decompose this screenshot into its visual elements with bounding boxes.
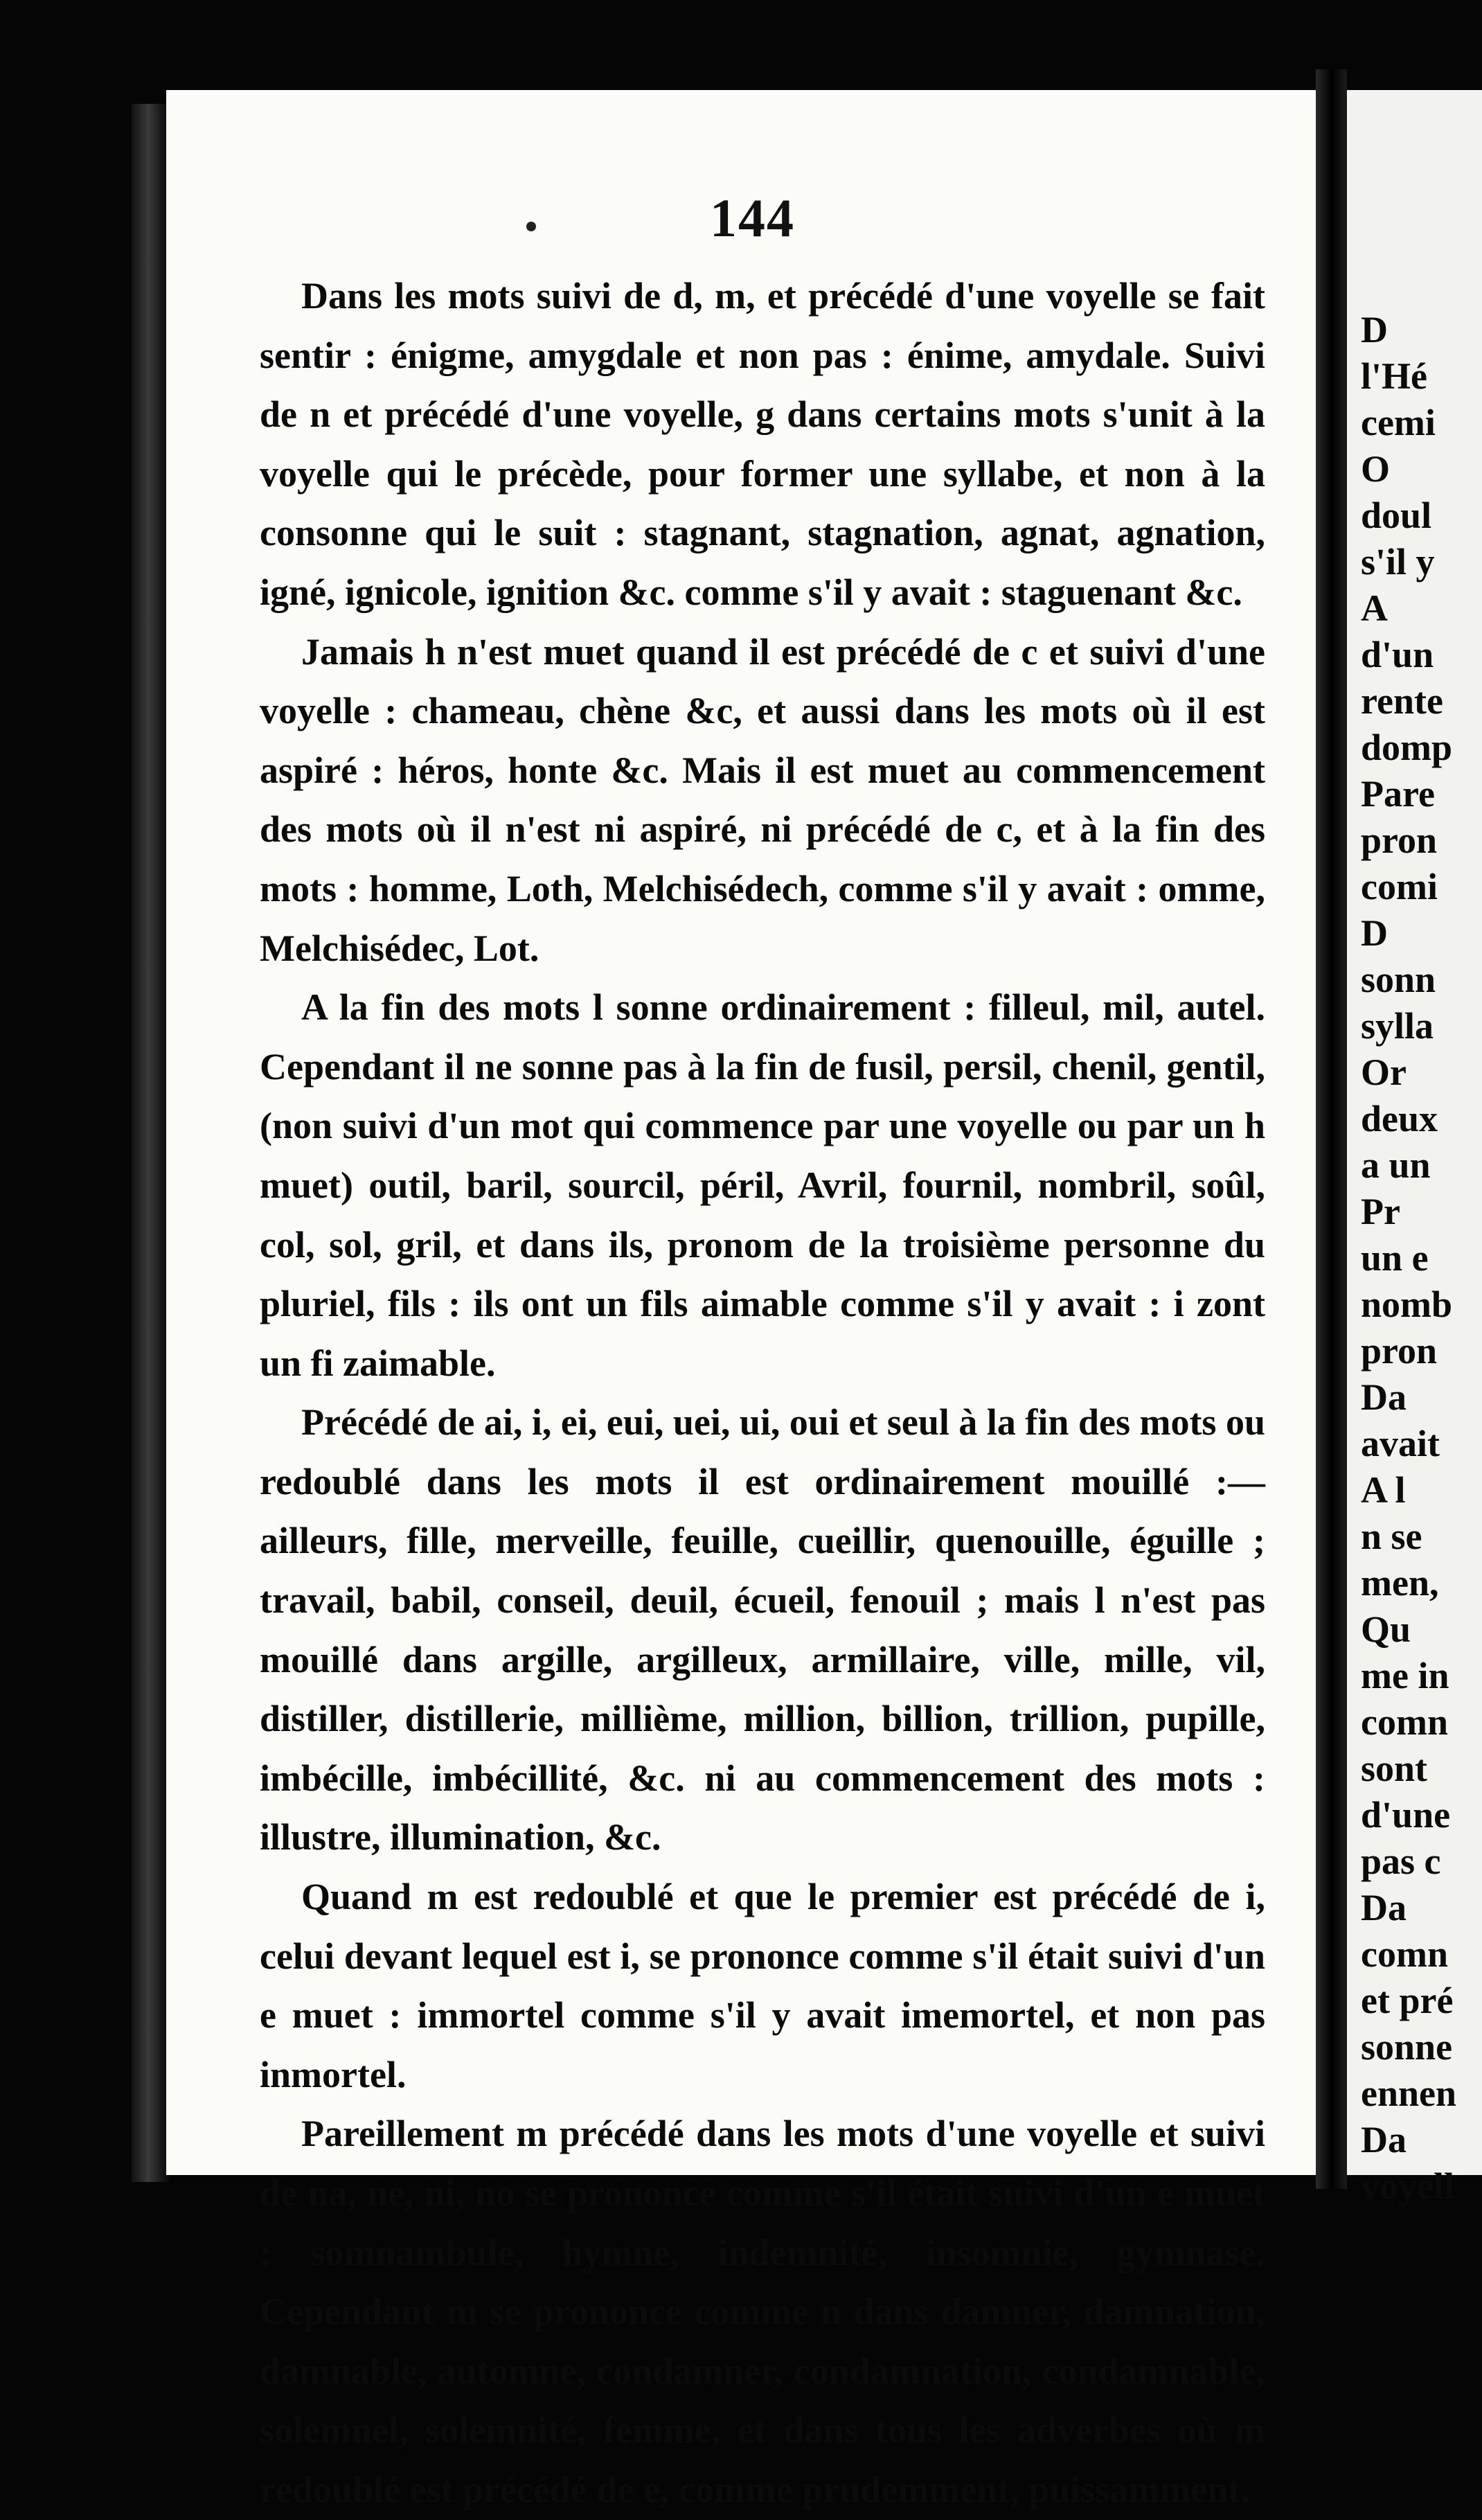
page-body [260,267,1265,2520]
facing-page-fragment: A l [1361,1469,1406,1511]
facing-page-fragment: A [1361,587,1388,629]
paragraph: Précédé de ai, i, ei, eui, uei, ui, oui et seul à la fin des mots ou redoublé dans les mots il est ordinairement mouillé :— ailleurs, fille, merveille, feuille, cueillir, quenouille, éguille ; travail, babil, conseil, deuil, écueil, fenouil ; mais l n'est pas mouillé dans argille, argilleux, armillaire, ville, mille, vil, distiller, distillerie, millième, million, billion, trillion, pupille, imbécille, imbécillité, &c. ni au commencement des mots : illustre, illumination, &c. [260,1401,1265,1858]
facing-page [1347,90,1482,2207]
facing-page-fragment: Da [1361,1376,1407,1418]
facing-page-fragment: deux [1361,1098,1438,1139]
facing-page-fragment: comn [1361,1701,1448,1743]
facing-page-fragment: Da [1361,1887,1407,1928]
facing-page-fragment: comi [1361,866,1438,907]
facing-page-fragment: pron [1361,819,1438,861]
facing-page-fragment: d'un [1361,634,1434,675]
paragraph: Pareillement m précédé dans les mots d'une voyelle et suivi de na, ne, ni, no se prononce comme s'il était suivi d'un e muet : somnambule, hymne, indemnité, insomnie, gymnase. Cependant m se prononce comme n dans damner, damnation, damnable, automne, condamner, condamnation, condamnable, solemnel, solemnité, femme, et dans tous les adverbes où m redoublé est précédé de e, comme prudemment, puissamment. [260,2113,1265,2510]
facing-page-fragment: Pare [1361,773,1435,815]
facing-page-fragment: me in [1361,1655,1449,1696]
facing-page-fragment: Da [1361,2119,1407,2160]
ink-speck [526,222,536,231]
facing-page-fragment: cemi [1361,402,1436,443]
facing-page-fragment: doul [1361,495,1432,536]
facing-page-fragment: a un [1361,1144,1431,1186]
facing-page-fragment: nomb [1361,1284,1453,1325]
paragraph: Jamais h n'est muet quand il est précédé de c et suivi d'une voyelle : chameau, chène &c, et aussi dans les mots où il est aspiré : héros, honte &c. Mais il est muet au commencement des mots où il n'est ni aspiré, ni précédé de c, et à la fin des mots : homme, Loth, Melchisédech, comme s'il y avait : omme, Melchisédec, Lot. [260,630,1265,969]
facing-page-fragment: s'il y [1361,541,1435,583]
facing-page-fragment: sonn [1361,959,1436,1000]
facing-page-fragment: et pré [1361,1980,1454,2021]
facing-page-fragment: domp [1361,727,1453,768]
paragraph: Dans les mots suivi de d, m, et précédé d'une voyelle se fait sentir : énigme, amygdale et non pas : énime, amydale. Suivi de n et précédé d'une voyelle, g dans certains mots s'unit à la voyelle qui le précède, pour former une syllabe, et non à la consonne qui le suit : stagnant, stagnation, agnat, agnation, igné, ignicole, ignition &c. comme s'il y avait : staguenant &c. [260,275,1265,613]
paragraph: A la fin des mots l sonne ordinairement : filleul, mil, autel. Cependant il ne sonne pas à la fin de fusil, persil, chenil, gentil, (non suivi d'un mot qui commence par une voyelle ou par un h muet) outil, baril, sourcil, péril, Avril, fournil, nombril, soûl, col, sol, gril, et dans ils, pronom de la troisième personne du pluriel, fils : ils ont un fils aimable comme s'il y avait : i zont un fi zaimable. [260,986,1265,1384]
facing-page-fragment: Pr [1361,1191,1400,1232]
page-gutter [1316,69,1347,2189]
facing-page-fragment: avait [1361,1423,1440,1464]
facing-page-fragment: pron [1361,1330,1438,1372]
facing-page-fragment: sont [1361,1748,1428,1789]
paragraph: Quand m est redoublé et que le premier est précédé de i, celui devant lequel est i, se prononce comme s'il était suivi d'un e muet : immortel comme s'il y avait imemortel, et non pas inmortel. [260,1876,1265,2095]
facing-page-fragment: un e [1361,1237,1429,1279]
facing-page-fragment: comn [1361,1933,1448,1975]
facing-page-fragment: l'Hé [1361,355,1427,397]
facing-page-fragment: O [1361,448,1391,490]
facing-page-fragment: n se [1361,1516,1422,1557]
facing-page-fragment: Qu [1361,1608,1411,1650]
facing-page-fragment: D [1361,912,1388,954]
facing-page-fragment: sonne [1361,2026,1453,2068]
page-number: 144 [710,188,795,248]
facing-page-fragment: men, [1361,1562,1439,1604]
facing-page-fragment: rente [1361,680,1443,722]
facing-page-fragment: voyell [1361,2165,1454,2207]
facing-page-fragment: sylla [1361,1005,1434,1047]
facing-page-fragment: d'une [1361,1794,1451,1836]
facing-page-fragment: pas c [1361,1840,1441,1882]
facing-page-fragment: D [1361,309,1388,351]
facing-page-fragment: Or [1361,1052,1407,1093]
facing-page-fragment: ennen [1361,2073,1457,2114]
